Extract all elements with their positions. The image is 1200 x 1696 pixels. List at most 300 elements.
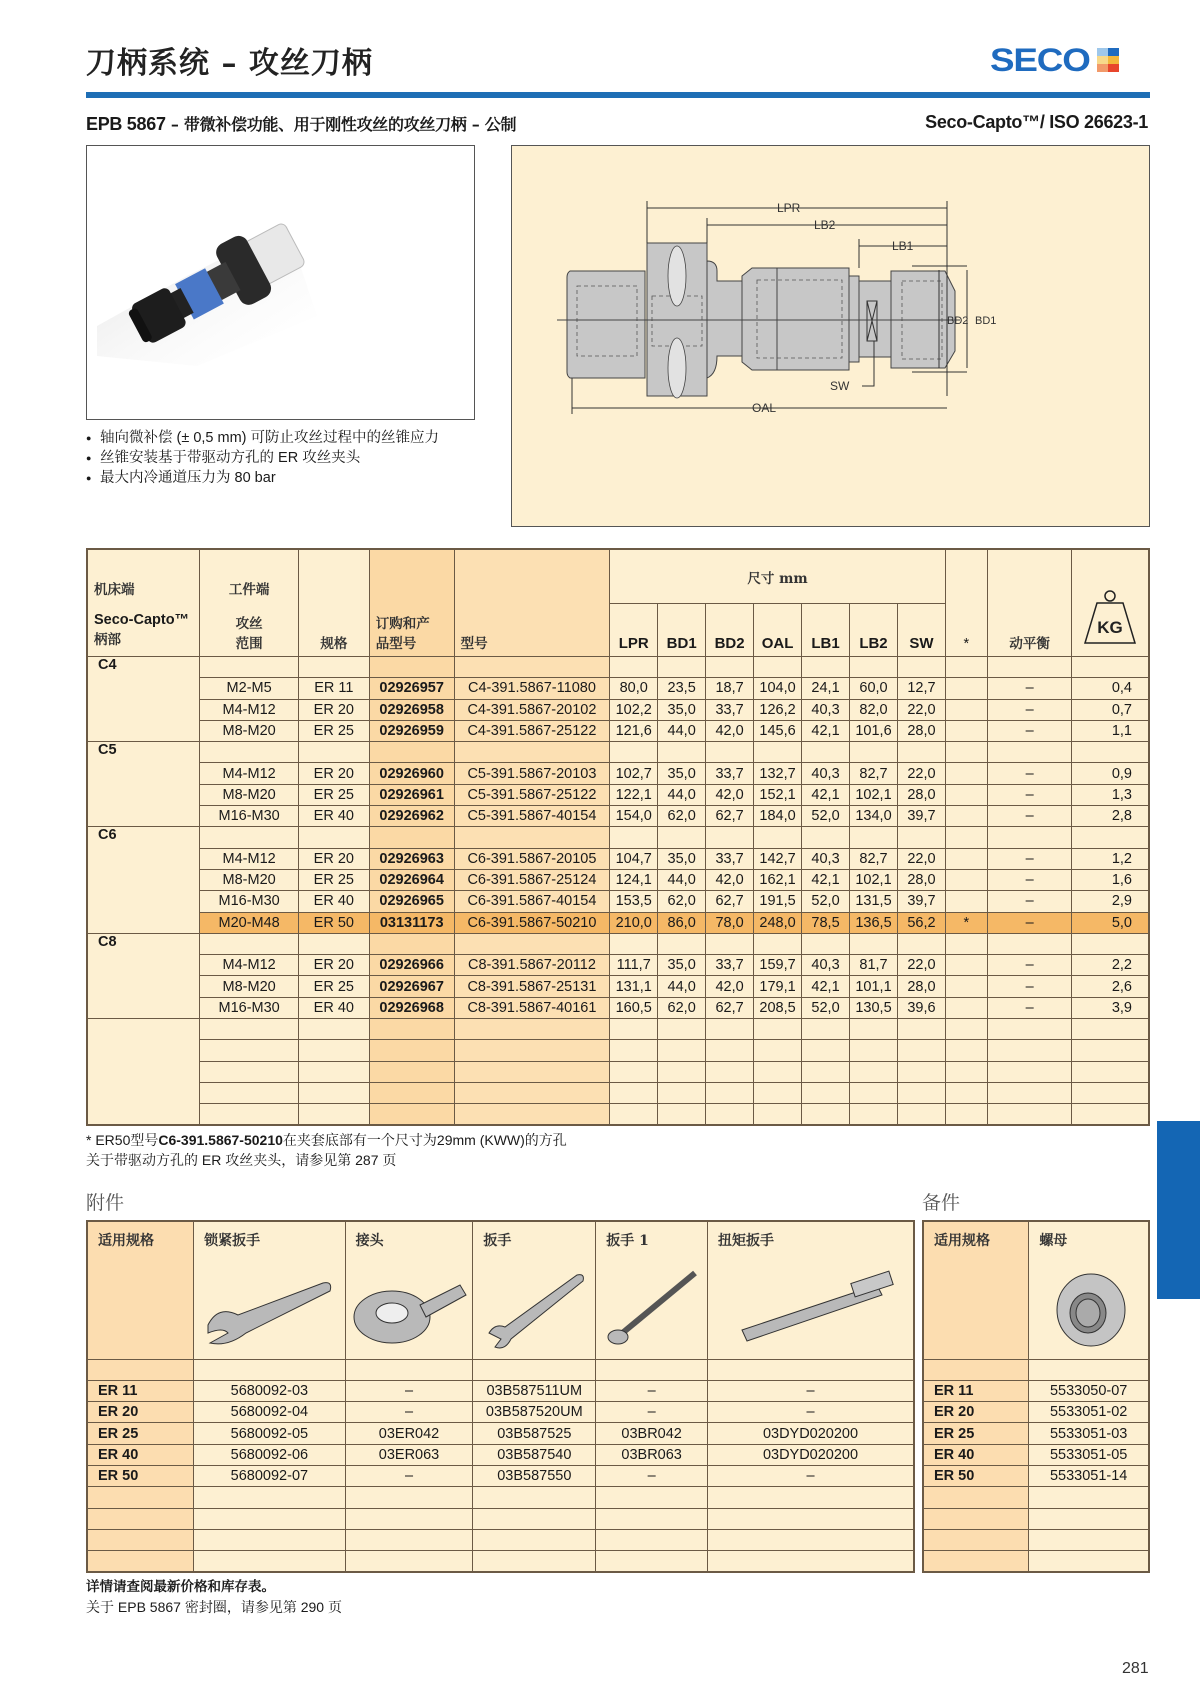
note-marker [945,763,987,784]
dim-oal: 126,2 [754,699,802,720]
col-header-work-side [200,549,299,657]
table-row[interactable] [923,1380,1149,1401]
accessory-part-number: 03B587550 [473,1465,596,1486]
group-row-c5 [87,742,1149,763]
dim-oal: 162,1 [754,869,802,890]
dim-lpr: 80,0 [610,678,658,699]
header-text: 动平衡 [1009,636,1050,652]
acc-header-lock-wrench [194,1221,346,1359]
collet-size: ER 25 [923,1423,1029,1444]
dim-lb2: 130,5 [850,997,898,1018]
dim-lb1: 40,3 [802,955,850,976]
col-header-sw: SW [897,604,945,657]
dim-lb1: 40,3 [802,848,850,869]
spare-parts-heading: 备件 [922,1192,961,1214]
dim-lb1: 52,0 [802,806,850,827]
designation: C5-391.5867-25122 [454,784,610,805]
table-row[interactable] [87,699,1149,720]
dim-sw: 22,0 [897,955,945,976]
accessory-part-number: 03B587520UM [473,1402,596,1423]
accessory-part-number: 03DYD020200 [708,1444,914,1465]
product-code: EPB 5867 [86,114,166,134]
weight-value: 2,8 [1072,806,1149,827]
accessory-part-number: 03BR063 [596,1444,708,1465]
dim-lpr: 124,1 [610,869,658,890]
ratchet-wrench-icon [600,1255,710,1355]
dim-bd1: 62,0 [658,806,706,827]
col-header-lb1: LB1 [802,604,850,657]
feature-list [86,428,439,488]
nut-part-number: 5533051-03 [1029,1423,1149,1444]
dim-bd2: 42,0 [706,784,754,805]
acc-header-torque-wrench [708,1221,914,1359]
note-marker [945,997,987,1018]
dim-sw: 28,0 [897,976,945,997]
dim-lpr: 121,6 [610,720,658,741]
group-row-c8 [87,933,1149,954]
acc-header-wrench-1 [596,1221,708,1359]
dim-lpr: 154,0 [610,806,658,827]
header-text: 扭矩扳手 [718,1233,775,1249]
footnote-code: C6-391.5867-50210 [158,1132,283,1148]
lock-wrench-icon [198,1255,338,1355]
dim-oal: 104,0 [754,678,802,699]
order-number: 02926964 [369,869,454,890]
empty-row [923,1508,1149,1529]
tap-range: M20-M48 [200,912,299,933]
note-marker [945,891,987,912]
order-number: 03131173 [369,912,454,933]
dim-bd1: 44,0 [658,720,706,741]
designation: C4-391.5867-11080 [454,678,610,699]
collet-size: ER 11 [298,678,369,699]
table-row[interactable] [87,912,1149,933]
col-header-machine-side [87,549,200,657]
tap-range: M8-M20 [200,976,299,997]
tap-holder-dimension-drawing-icon [512,146,1151,528]
footnote-tap-chuck-ref: 关于带驱动方孔的 ER 攻丝夹头，请参见第 287 页 [86,1152,397,1168]
empty-row [87,1359,914,1380]
dim-bd1: 35,0 [658,763,706,784]
collet-size: ER 11 [87,1380,194,1401]
dim-lb1: 78,5 [802,912,850,933]
balance-value: – [987,912,1072,933]
bottom-notes [86,1577,342,1617]
dim-lpr: 102,7 [610,763,658,784]
collet-size: ER 50 [923,1465,1029,1486]
nut-part-number: 5533051-05 [1029,1444,1149,1465]
tap-range: M4-M12 [200,763,299,784]
balance-value: – [987,678,1072,699]
collet-size: ER 25 [298,869,369,890]
dim-lpr: 102,2 [610,699,658,720]
nut-part-number: 5533051-14 [1029,1465,1149,1486]
accessory-part-number: – [345,1380,473,1401]
table-row[interactable] [87,1423,914,1444]
collet-size: ER 25 [298,784,369,805]
dim-lb1: 40,3 [802,763,850,784]
product-table [86,548,1150,1126]
accessories-table [86,1220,915,1573]
accessory-part-number: 03B587511UM [473,1380,596,1401]
balance-value: – [987,848,1072,869]
dim-lb2: 101,1 [850,976,898,997]
dim-sw: 22,0 [897,763,945,784]
dim-label-bd2: BD2 [947,315,969,327]
dim-sw: 28,0 [897,784,945,805]
note-marker [945,699,987,720]
accessory-part-number: 5680092-03 [194,1380,346,1401]
accessory-part-number: – [708,1380,914,1401]
price-stock-note: 详情请查阅最新价格和库存表。 [86,1579,275,1595]
table-row[interactable] [87,784,1149,805]
table-row[interactable] [87,891,1149,912]
dim-lb1: 24,1 [802,678,850,699]
dim-lb2: 131,5 [850,891,898,912]
order-number: 02926961 [369,784,454,805]
empty-row [923,1487,1149,1508]
dim-lb2: 101,6 [850,720,898,741]
shank-size: C8 [87,933,200,1018]
dim-bd1: 35,0 [658,848,706,869]
dim-bd2: 78,0 [706,912,754,933]
accessory-part-number: – [596,1402,708,1423]
collet-size: ER 25 [298,720,369,741]
empty-row [87,1551,914,1572]
designation: C5-391.5867-40154 [454,806,610,827]
dim-bd1: 62,0 [658,891,706,912]
col-header-weight [1072,549,1149,657]
col-header-lpr: LPR [610,604,658,657]
collet-size: ER 40 [298,891,369,912]
torque-wrench-icon [712,1255,912,1355]
shank-size: C5 [87,742,200,827]
balance-value: – [987,699,1072,720]
weight-value: 5,0 [1072,912,1149,933]
col-header-oal: OAL [754,604,802,657]
note-marker: * [945,912,987,933]
group-row-c6 [87,827,1149,848]
order-number: 02926967 [369,976,454,997]
table-row[interactable] [87,1380,914,1401]
table-row[interactable] [87,848,1149,869]
dim-lb1: 52,0 [802,891,850,912]
seco-logo [990,44,1119,76]
balance-value: – [987,955,1072,976]
weight-value: 3,9 [1072,997,1149,1018]
dim-sw: 12,7 [897,678,945,699]
accessory-part-number: 03ER042 [345,1423,473,1444]
spare-header-nut [1029,1221,1149,1359]
dim-bd2: 62,7 [706,806,754,827]
table-row[interactable] [87,1402,914,1423]
header-text: 机床端 [94,582,135,598]
weight-value: 2,9 [1072,891,1149,912]
collet-size: ER 20 [298,848,369,869]
dim-bd1: 44,0 [658,784,706,805]
dim-lb1: 40,3 [802,699,850,720]
col-header-bd1: BD1 [658,604,706,657]
dim-lb2: 82,7 [850,763,898,784]
table-row[interactable] [87,720,1149,741]
dim-sw: 28,0 [897,869,945,890]
accessory-part-number: 5680092-05 [194,1423,346,1444]
product-description: – 带微补偿功能、用于刚性攻丝的攻丝刀柄 – 公制 [165,115,517,134]
balance-value: – [987,997,1072,1018]
dim-bd1: 23,5 [658,678,706,699]
table-row[interactable] [87,763,1149,784]
header-text: 扳手 1 [606,1233,649,1249]
empty-row [923,1359,1149,1380]
collet-size: ER 40 [298,997,369,1018]
balance-value: – [987,763,1072,784]
tap-range: M16-M30 [200,891,299,912]
designation: C8-391.5867-40161 [454,997,610,1018]
product-subtitle [86,112,516,135]
dim-bd1: 44,0 [658,976,706,997]
balance-value: – [987,976,1072,997]
collet-size: ER 20 [298,699,369,720]
dim-oal: 152,1 [754,784,802,805]
order-number: 02926963 [369,848,454,869]
tap-range: M8-M20 [200,784,299,805]
header-text: 工件端 [228,582,270,598]
designation: C4-391.5867-25122 [454,720,610,741]
designation: C6-391.5867-50210 [454,912,610,933]
dim-lb1: 42,1 [802,720,850,741]
empty-row [87,1508,914,1529]
note-marker [945,848,987,869]
spare-parts-table [922,1220,1150,1573]
order-number: 02926958 [369,699,454,720]
designation: C5-391.5867-20103 [454,763,610,784]
group-row-c4 [87,657,1149,678]
accessories-heading: 附件 [86,1192,125,1214]
dim-label-lpr: LPR [777,201,801,215]
empty-row [87,1040,1149,1061]
weight-label: KG [1097,618,1123,637]
dim-lpr: 160,5 [610,997,658,1018]
tap-range: M4-M12 [200,848,299,869]
header-text: 范围 [235,636,263,652]
designation: C8-391.5867-25131 [454,976,610,997]
table-row[interactable] [87,955,1149,976]
dim-lb1: 42,1 [802,784,850,805]
feature-item: ● 丝锥安装基于带驱动方孔的 ER 攻丝夹头 [86,448,439,468]
accessory-part-number: – [596,1380,708,1401]
chapter-side-tab [1157,1121,1200,1299]
collet-size: ER 20 [298,763,369,784]
acc-header-wrench [473,1221,596,1359]
collet-size: ER 50 [87,1465,194,1486]
weight-value: 1,2 [1072,848,1149,869]
balance-value: – [987,891,1072,912]
table-row[interactable] [87,806,1149,827]
dim-bd2: 42,0 [706,869,754,890]
dim-bd2: 42,0 [706,720,754,741]
collet-size: ER 20 [87,1402,194,1423]
table-row[interactable] [923,1444,1149,1465]
dim-label-sw: SW [830,379,850,393]
acc-header-adapter [345,1221,473,1359]
table-row[interactable] [87,997,1149,1018]
designation: C6-391.5867-20105 [454,848,610,869]
dim-oal: 248,0 [754,912,802,933]
dim-oal: 142,7 [754,848,802,869]
dim-bd1: 62,0 [658,997,706,1018]
shank-size: C4 [87,657,200,742]
weight-value: 0,9 [1072,763,1149,784]
tap-range: M2-M5 [200,678,299,699]
weight-value: 0,7 [1072,699,1149,720]
header-text: 攻丝 [235,616,263,632]
accessory-part-number: 03B587540 [473,1444,596,1465]
spare-parts-table-body [923,1359,1149,1572]
order-number: 02926965 [369,891,454,912]
dim-oal: 159,7 [754,955,802,976]
note-marker [945,869,987,890]
designation: C4-391.5867-20102 [454,699,610,720]
dim-oal: 179,1 [754,976,802,997]
feature-item: ● 轴向微补偿 (± 0,5 mm) 可防止攻丝过程中的丝锥应力 [86,428,439,448]
dim-lb2: 60,0 [850,678,898,699]
dim-bd2: 33,7 [706,848,754,869]
header-text: 尺寸 mm [747,570,808,587]
balance-value: – [987,720,1072,741]
dim-lpr: 111,7 [610,955,658,976]
empty-row [923,1551,1149,1572]
tap-range: M16-M30 [200,806,299,827]
col-header-order-no [369,549,454,657]
designation: C8-391.5867-20112 [454,955,610,976]
accessory-part-number: – [596,1465,708,1486]
table-row[interactable] [923,1402,1149,1423]
table-row[interactable] [87,1444,914,1465]
weight-value: 1,1 [1072,720,1149,741]
empty-row [87,1487,914,1508]
dim-bd2: 18,7 [706,678,754,699]
dim-bd2: 33,7 [706,699,754,720]
note-marker [945,976,987,997]
note-marker [945,784,987,805]
collet-nut-icon [1033,1255,1143,1355]
dim-sw: 39,6 [897,997,945,1018]
feature-item: ● 最大内冷通道压力为 80 bar [86,468,439,488]
table-row[interactable] [923,1423,1149,1444]
table-row[interactable] [87,869,1149,890]
accessory-part-number: – [345,1465,473,1486]
footnote-er50 [86,1130,567,1150]
header-text: 规格 [320,636,348,652]
col-header-lb2: LB2 [850,604,898,657]
table-row[interactable] [87,976,1149,997]
dim-lb2: 136,5 [850,912,898,933]
dim-lb1: 42,1 [802,976,850,997]
accessory-part-number: 03ER063 [345,1444,473,1465]
table-row[interactable] [87,1465,914,1486]
dim-sw: 28,0 [897,720,945,741]
dim-label-lb1: LB1 [892,239,914,253]
header-text: 适用规格 [934,1233,990,1249]
dim-sw: 22,0 [897,848,945,869]
dim-label-bd1: BD1 [975,315,997,327]
accessories-table-body [87,1359,914,1572]
interface-standard: Seco-Capto™/ ISO 26623-1 [925,112,1148,132]
note-marker [945,720,987,741]
wrench-icon [477,1255,597,1355]
empty-row [87,1529,914,1550]
collet-size: ER 20 [923,1402,1029,1423]
order-number: 02926968 [369,997,454,1018]
footnote-text: 在夹套底部有一个尺寸为29mm (KWW)的方孔 [282,1132,567,1148]
dim-bd2: 62,7 [706,891,754,912]
header-text: 适用规格 [98,1233,154,1249]
col-header-bd2: BD2 [706,604,754,657]
dim-sw: 39,7 [897,891,945,912]
header-text: 柄部 [94,632,121,648]
header-text: 锁紧扳手 [204,1233,261,1249]
table-row[interactable] [923,1465,1149,1486]
accessory-part-number: 5680092-04 [194,1402,346,1423]
header-text: 接头 [355,1233,384,1249]
dim-lb2: 102,1 [850,869,898,890]
header-text: 扳手 [483,1233,512,1249]
dim-oal: 132,7 [754,763,802,784]
collet-size: ER 11 [923,1380,1029,1401]
dim-sw: 39,7 [897,806,945,827]
accessory-part-number: 03B587525 [473,1423,596,1444]
dim-lpr: 131,1 [610,976,658,997]
col-header-designation [454,549,610,657]
dim-lb2: 82,7 [850,848,898,869]
note-marker [945,806,987,827]
dim-oal: 191,5 [754,891,802,912]
dim-label-lb2: LB2 [814,218,836,232]
dim-oal: 145,6 [754,720,802,741]
nut-part-number: 5533051-02 [1029,1402,1149,1423]
accessory-part-number: 5680092-07 [194,1465,346,1486]
shank-size: C6 [87,827,200,933]
nut-part-number: 5533050-07 [1029,1380,1149,1401]
accessory-part-number: 03BR042 [596,1423,708,1444]
col-header-size [298,549,369,657]
header-text: Seco-Capto™ [94,612,190,628]
product-photo [86,145,475,420]
table-row[interactable] [87,678,1149,699]
title-rule [86,92,1150,98]
accessory-part-number: 03DYD020200 [708,1423,914,1444]
dim-bd2: 62,7 [706,997,754,1018]
collet-size: ER 25 [298,976,369,997]
tap-range: M4-M12 [200,955,299,976]
header-text: * [963,636,970,652]
collet-size: ER 40 [87,1444,194,1465]
footnote-text: * ER50型号 [86,1132,159,1148]
collet-size: ER 50 [298,912,369,933]
tap-range: M8-M20 [200,869,299,890]
col-header-dimensions [610,549,946,604]
dim-lpr: 104,7 [610,848,658,869]
dim-lb1: 52,0 [802,997,850,1018]
dim-lb2: 82,0 [850,699,898,720]
weight-value: 2,6 [1072,976,1149,997]
header-text: 螺母 [1039,1233,1068,1249]
empty-row [87,1019,1149,1040]
dim-sw: 56,2 [897,912,945,933]
dim-bd1: 86,0 [658,912,706,933]
dim-label-oal: OAL [752,401,777,415]
balance-value: – [987,869,1072,890]
